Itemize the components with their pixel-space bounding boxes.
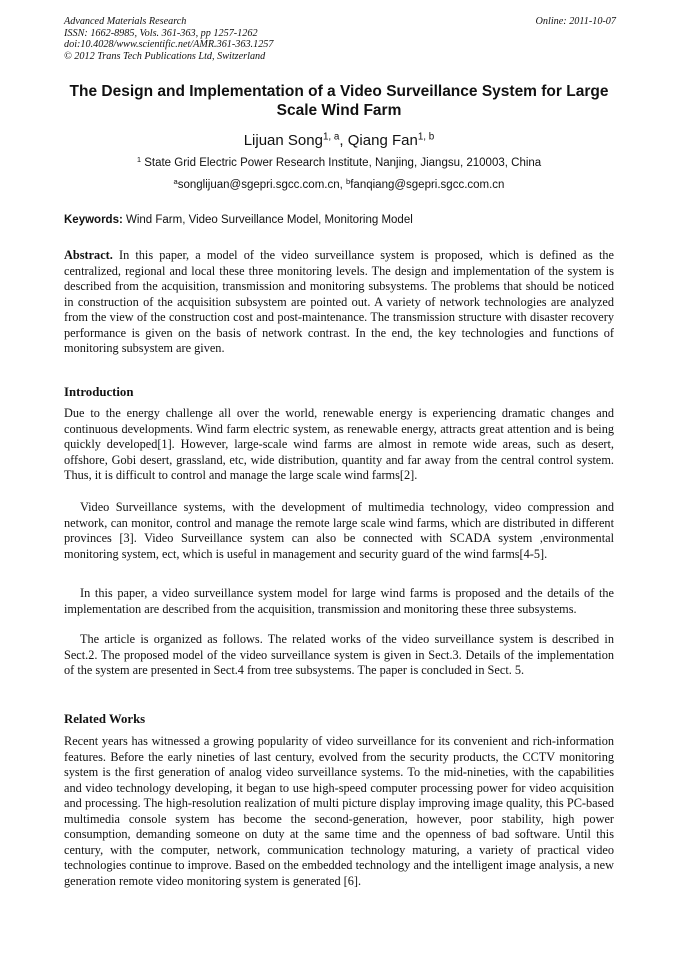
- email-mark: b: [346, 176, 351, 186]
- abstract-label: Abstract.: [64, 248, 113, 262]
- body-paragraph: Video Surveillance systems, with the development of multimedia technology, video compression and network, can monitor, control and manage the remote large scale wind farms, which are distributed in different provinces [3]. Video Surveillance system can also be connected with SCADA system ,environmental monitoring system, ect, which is useful in management and security guard of the wind farms[4-5].: [64, 500, 614, 561]
- journal-name: Advanced Materials Research: [64, 16, 187, 27]
- keywords-text: Wind Farm, Video Surveillance Model, Monitoring Model: [122, 214, 413, 226]
- affiliation-line: [64, 156, 614, 171]
- author-affiliation-mark: 1, b: [417, 131, 435, 143]
- author-email: fanqiang@sgepri.sgcc.com.cn: [350, 179, 505, 191]
- body-paragraph: Recent years has witnessed a growing popularity of video surveillance for its convenient and rich-information features. Before the early nineties of last century, evolved from the security products, the CCTV monitoring system is the first generation of analog video surveillance systems. To the mid-nineties, with the capabilities and video technology developing, it began to use high-speed computer processing power for video acquisition and processing. The high-resolution realization of multi picture display improving image quality, this PC-based multimedia console system has become the second-generation, however, poor stability, high power consumption, demanding someone on duty at the same time and the openness of bad software. Until this century, with the computer, network, communication technology maturing, a variety of practical video technologies continue to improve. Based on the embedded technology and the intelligent image analysis, a new generation remote video monitoring system is generated [6].: [64, 734, 614, 888]
- journal-header: [64, 16, 616, 62]
- affiliation-mark: 1: [136, 154, 142, 164]
- keywords-line: [64, 213, 616, 228]
- author-name: Lijuan Song: [243, 132, 323, 149]
- author-line: [64, 132, 614, 150]
- body-paragraph: The article is organized as follows. The related works of the video surveillance system is described in Sect.2. The proposed model of the video surveillance system is given in Sect.3. Details of the implementation of the system are presented in Sect.4 from tree subsystems. The paper is concluded in Sect. 5.: [64, 632, 614, 677]
- keywords-label: Keywords:: [64, 214, 123, 226]
- abstract-paragraph: [64, 248, 614, 357]
- author-affiliation-mark: 1, a: [322, 131, 340, 143]
- author-name: Qiang Fan: [347, 132, 418, 149]
- copyright-line: © 2012 Trans Tech Publications Ltd, Switzerland: [64, 50, 266, 62]
- doi-line: doi:10.4028/www.scientific.net/AMR.361-363.1257: [64, 39, 274, 51]
- online-date: Online: 2011-10-07: [535, 16, 616, 27]
- affiliation-text: State Grid Electric Power Research Institute, Nanjing, Jiangsu, 210003, China: [141, 157, 542, 169]
- issn-line: ISSN: 1662-8985, Vols. 361-363, pp 1257-1262: [64, 27, 258, 39]
- section-heading: Introduction: [64, 385, 134, 399]
- body-paragraph: In this paper, a video surveillance system model for large wind farms is proposed and the details of the implementation are described from the acquisition, transmission and monitoring these three subsystems.: [64, 586, 614, 616]
- email-mark: a: [173, 176, 178, 186]
- body-paragraph: Due to the energy challenge all over the world, renewable energy is experiencing dramatic changes and continuous developments. Wind farm electric system, as renewable energy, attracts great attention and is being quickly developed[1]. However, large-scale wind farms are almost in remote wide areas, such as desert, offshore, Gobi desert, grassland, etc, wide distribution, quantity and far away from the central control system. Thus, it is difficult to control and manage the large scale wind farms[2].: [64, 406, 614, 482]
- email-line: [64, 178, 614, 193]
- abstract-text: In this paper, a model of the video surveillance system is proposed, which is defined as the centralized, regional and local these three monitoring levels. The design and implementation of the system is described from the acquisition, transmission and monitoring subsystems. The problems that should be noticed in construction of the acquisition subsystem are pointed out. A variety of network technologies are analyzed from the view of the construction cost and post-maintenance. The transmission structure with disaster recovery performance is given on the basis of network contrast. In the end, the key technologies and functions of monitoring subsystem are given.: [64, 248, 614, 355]
- author-email: songlijuan@sgepri.sgcc.com.cn,: [177, 179, 347, 191]
- author-separator: ,: [339, 132, 348, 149]
- paper-title: The Design and Implementation of a Video Surveillance System for Large Scale Wind Farm: [69, 83, 609, 119]
- section-heading: Related Works: [64, 712, 146, 726]
